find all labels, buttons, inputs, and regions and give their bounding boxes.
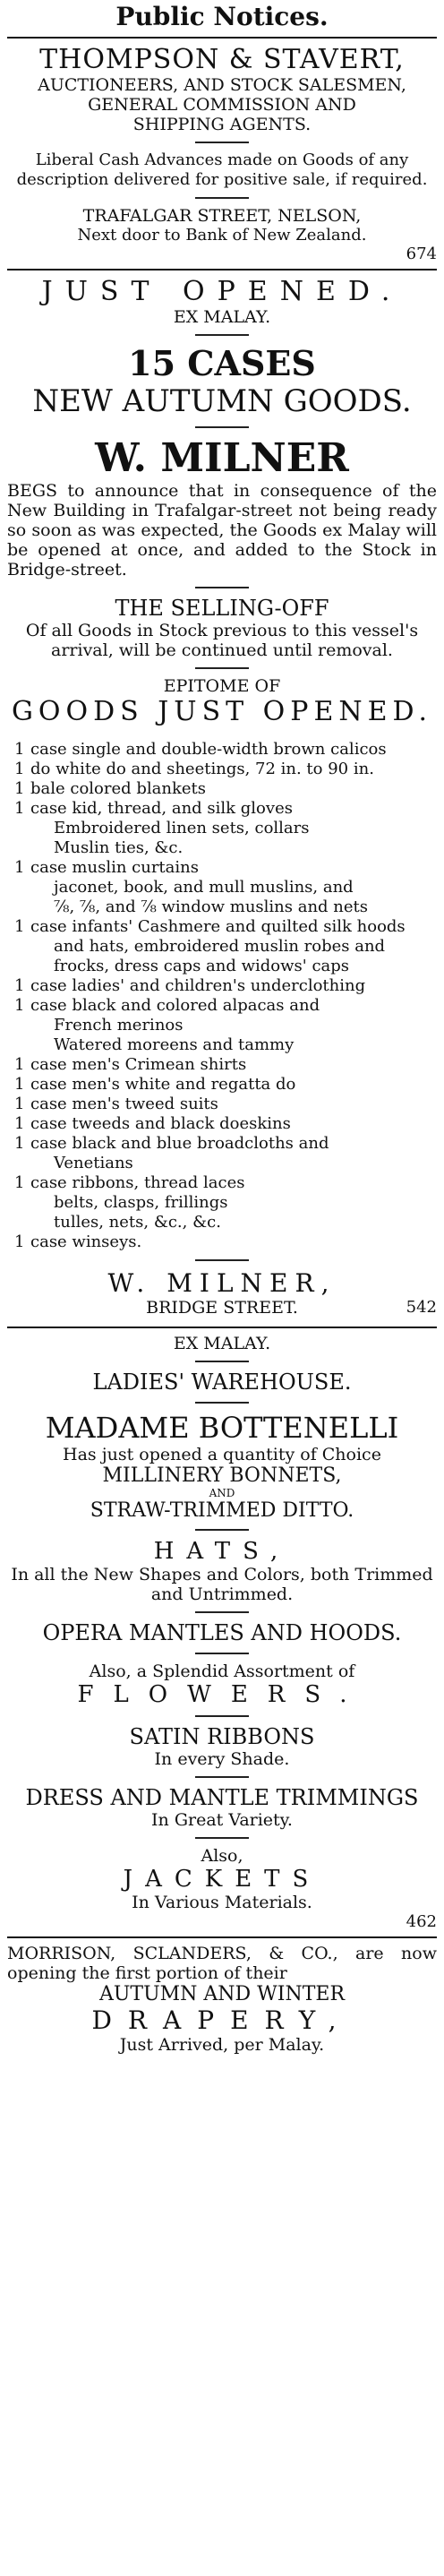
list-subitem: French merinos — [54, 1016, 184, 1035]
divider — [195, 1837, 249, 1839]
divider — [195, 426, 249, 428]
list-subitem: ⅞, ⅞, and ⅞ window muslins and nets — [54, 897, 369, 916]
ad-paragraph: Of all Goods in Stock previous to this vessel's arrival, will be continued until removal. — [25, 621, 419, 660]
item-heading: HATS, — [153, 1538, 291, 1565]
item-heading: STRAW-TRIMMED DITTO. — [90, 1499, 354, 1522]
list-item: 1 case tweeds and black doeskins — [7, 1114, 437, 1134]
proprietor-name: MADAME BOTTENELLI — [45, 1411, 399, 1445]
list-subitem: jaconet, book, and mull muslins, and — [54, 878, 354, 897]
list-subitem: frocks, dress caps and widows' caps — [54, 957, 350, 975]
item-heading: AUTUMN AND WINTER — [98, 1983, 346, 2005]
item-heading: JACKETS — [123, 1866, 321, 1893]
ad-paragraph: Just Arrived, per Malay. — [119, 2035, 325, 2055]
ad-paragraph: In every Shade. — [154, 1749, 290, 1769]
subhead: THE SELLING-OFF — [115, 596, 329, 621]
list-item: 1 case kid, thread, and silk gloves — [7, 799, 437, 819]
list-item: 1 case men's tweed suits — [7, 1095, 437, 1114]
list-item: 1 case black and colored alpacas and — [7, 996, 437, 1016]
divider — [195, 1611, 249, 1613]
divider — [195, 142, 249, 143]
address-note: Next door to Bank of New Zealand. — [77, 226, 367, 245]
goods-list — [7, 740, 437, 1252]
ad-morrison-sclanders — [7, 1944, 437, 2055]
divider — [195, 334, 249, 336]
headline: JUST OPENED. — [41, 276, 403, 307]
item-heading: DRAPERY, — [91, 2005, 353, 2035]
ad-thompson-stavert — [7, 44, 437, 263]
firm-name: THOMPSON & STAVERT, — [39, 44, 405, 75]
ad-paragraph: In Various Materials. — [132, 1893, 312, 1912]
list-subitem: Watered moreens and tammy — [54, 1035, 295, 1054]
item-heading: FLOWERS. — [77, 1681, 367, 1708]
firm-line: AUCTIONEERS, AND STOCK SALESMEN, — [38, 75, 406, 95]
ad-paragraph: Has just opened a quantity of Choice — [63, 1445, 381, 1464]
item-heading: OPERA MANTLES AND HOODS. — [42, 1620, 402, 1645]
ad-number: 542 — [406, 1298, 437, 1317]
ad-paragraph: Also, — [201, 1846, 243, 1866]
list-item: 1 case men's Crimean shirts — [7, 1055, 437, 1075]
list-subitem: and hats, embroidered muslin robes and — [54, 937, 386, 956]
list-subitem: Embroidered linen sets, collars — [54, 819, 310, 837]
divider — [7, 1327, 437, 1328]
divider — [195, 1361, 249, 1362]
firm-line: SHIPPING AGENTS. — [132, 115, 312, 134]
headline: NEW AUTUMN GOODS. — [32, 383, 412, 419]
divider — [195, 587, 249, 588]
divider — [195, 1402, 249, 1404]
list-item: 1 bale colored blankets — [7, 779, 437, 799]
item-heading: SATIN RIBBONS — [129, 1724, 315, 1749]
ad-number: 462 — [406, 1912, 437, 1931]
list-item: 1 case muslin curtains — [7, 858, 437, 878]
divider — [195, 667, 249, 669]
ad-number: 674 — [406, 245, 437, 263]
list-item: 1 case infants' Cashmere and quilted silk hoods — [7, 917, 437, 937]
signature-address-row — [7, 1298, 437, 1321]
divider — [7, 269, 437, 270]
list-item: 1 do white do and sheetings, 72 in. to 90 in. — [7, 760, 437, 779]
list-item: 1 case single and double-width brown calicos — [7, 740, 437, 760]
divider — [195, 1776, 249, 1778]
list-subitem: Venetians — [54, 1154, 133, 1172]
divider — [7, 1936, 437, 1938]
divider — [195, 1259, 249, 1261]
ad-paragraph: Also, a Splendid Assortment of — [89, 1662, 355, 1681]
list-item: 1 case ribbons, thread laces — [7, 1173, 437, 1193]
item-heading: MILLINERY BONNETS, — [102, 1464, 342, 1487]
ad-paragraph: MORRISON, SCLANDERS, & CO., are now opening the first portion of their — [7, 1944, 437, 1983]
ad-paragraph: Liberal Cash Advances made on Goods of any description delivered for positive sale, if required. — [16, 150, 428, 189]
ad-paragraph: In all the New Shapes and Colors, both Trimmed and Untrimmed. — [11, 1565, 433, 1604]
ad-paragraph: BEGS to announce that in consequence of the New Building in Trafalgar-street not being ready so soon as was expected, the Goods ex Malay will be opened at once, and added to the Stock in Bridge-street. — [7, 481, 437, 580]
list-subitem: belts, clasps, frillings — [54, 1193, 228, 1212]
item-heading: DRESS AND MANTLE TRIMMINGS — [25, 1785, 419, 1810]
divider — [7, 37, 437, 39]
ad-madame-bottenelli — [7, 1334, 437, 1931]
list-item: 1 case ladies' and children's underclothing — [7, 976, 437, 996]
headline: GOODS JUST OPENED. — [11, 696, 433, 727]
divider — [195, 197, 249, 199]
ad-w-milner — [7, 276, 437, 1321]
ad-paragraph: In Great Variety. — [151, 1810, 293, 1830]
newspaper-column — [7, 0, 437, 2055]
firm-line: GENERAL COMMISSION AND — [88, 95, 356, 115]
list-item: 1 case winseys. — [7, 1232, 437, 1252]
signature: W. MILNER, — [107, 1268, 337, 1298]
list-item: 1 case black and blue broadcloths and — [7, 1134, 437, 1154]
divider — [195, 1529, 249, 1531]
headline: LADIES' WAREHOUSE. — [92, 1370, 352, 1395]
divider — [195, 1715, 249, 1717]
merchant-name: W. MILNER — [95, 435, 349, 481]
cases-count: 15 CASES — [128, 343, 316, 383]
list-subitem: tulles, nets, &c., &c. — [54, 1213, 221, 1232]
subhead: EPITOME OF — [163, 676, 281, 696]
address: BRIDGE STREET. — [146, 1298, 298, 1318]
conjunction: AND — [209, 1487, 235, 1499]
divider — [195, 1653, 249, 1654]
subhead: EX MALAY. — [173, 1334, 271, 1353]
list-item: 1 case men's white and regatta do — [7, 1075, 437, 1095]
list-subitem: Muslin ties, &c. — [54, 838, 184, 857]
subhead: EX MALAY. — [173, 307, 271, 327]
address: TRAFALGAR STREET, NELSON, — [82, 206, 362, 226]
section-header: Public Notices. — [115, 2, 329, 31]
